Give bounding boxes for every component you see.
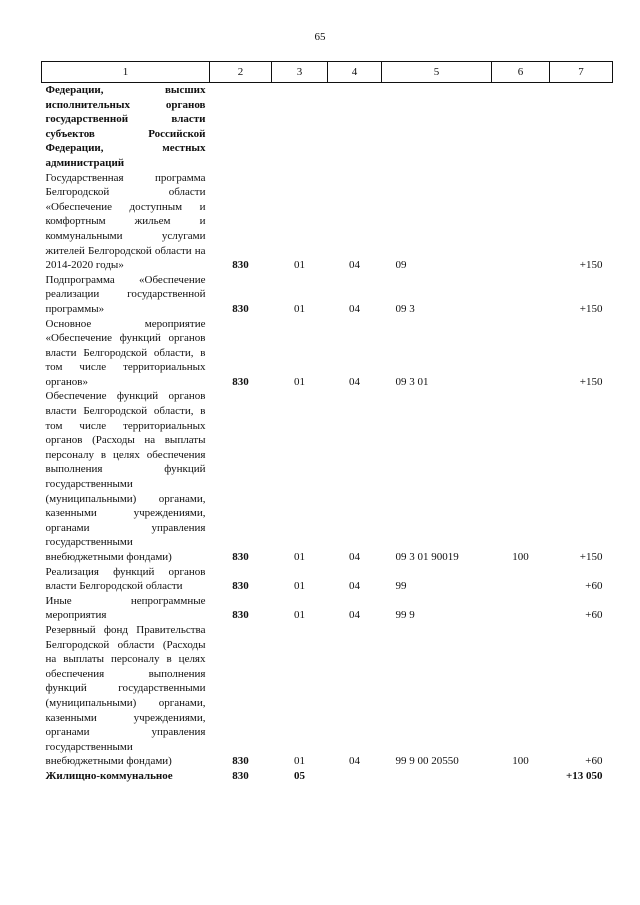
row-admin-code: 830 <box>232 302 249 315</box>
row-amount: +150 <box>579 259 603 272</box>
row-target-article: 09 3 <box>395 302 415 315</box>
row-section-code: 01 <box>294 755 305 768</box>
column-header-5: 5 <box>382 62 492 83</box>
row-subsection-code: 04 <box>349 551 360 563</box>
table-row <box>42 171 613 273</box>
column-header-2: 2 <box>210 62 272 83</box>
row-section-code: 01 <box>294 302 305 315</box>
row-admin-code <box>210 83 272 171</box>
row-subsection-code: 04 <box>349 259 360 272</box>
row-expense-type <box>492 171 550 273</box>
row-target-article <box>382 83 492 171</box>
row-expense-type: 100 <box>512 755 529 768</box>
row-expense-type <box>492 83 550 171</box>
row-section-code: 05 <box>294 769 305 782</box>
column-header-3: 3 <box>272 62 328 83</box>
table-row <box>42 389 613 564</box>
table-body <box>42 83 613 784</box>
row-target-article <box>382 769 492 784</box>
column-header-4: 4 <box>328 62 382 83</box>
page-number: 65 <box>314 31 326 43</box>
row-subsection-code <box>328 83 382 171</box>
row-amount: +60 <box>585 755 603 768</box>
row-amount: +60 <box>585 609 603 622</box>
column-header-7: 7 <box>550 62 613 83</box>
row-expense-type <box>492 769 550 784</box>
row-admin-code: 830 <box>232 259 249 272</box>
row-name: Федерации, высших исполнительных органов государственной власти субъектов Российской Федерации, местных администраций <box>45 84 206 169</box>
row-section-code <box>272 83 328 171</box>
row-name: Жилищно-коммунальное <box>45 769 173 782</box>
row-expense-type <box>492 565 550 594</box>
header-row <box>42 62 613 83</box>
row-target-article: 09 3 01 <box>395 375 429 388</box>
row-section-code: 01 <box>294 375 305 388</box>
row-admin-code: 830 <box>232 580 249 593</box>
row-amount: +150 <box>579 551 603 563</box>
row-name: Основное мероприятие «Обеспечение функций органов власти Белгородской области, в том числе территориальных органов» <box>45 317 206 388</box>
row-name: Государственная программа Белгородской области «Обеспечение доступным и комфортным жильем и коммунальными услугами жителей Белгородской области на 2014-2020 годы» <box>45 171 206 272</box>
table-row <box>42 317 613 390</box>
column-header-6: 6 <box>492 62 550 83</box>
table-row <box>42 565 613 594</box>
table-row <box>42 273 613 317</box>
row-admin-code: 830 <box>232 755 249 768</box>
row-amount <box>550 83 613 171</box>
row-section-code: 01 <box>294 259 305 272</box>
row-subsection-code: 04 <box>349 375 360 388</box>
row-amount: +13 050 <box>565 769 603 782</box>
budget-table <box>41 61 613 784</box>
row-subsection-code: 04 <box>349 302 360 315</box>
row-name: Реализация функций органов власти Белгородской области <box>45 565 206 593</box>
row-target-article: 99 9 <box>395 609 415 622</box>
row-name: Обеспечение функций органов власти Белгородской области, в том числе территориальных органов (Расходы на выплаты персоналу в целях обеспечения выполнения функций государственными (муниципальными) органами, казенными учреждениями, органами управления государственными внебюджетными фондами) <box>45 390 206 563</box>
row-admin-code: 830 <box>232 609 249 622</box>
row-admin-code: 830 <box>232 551 249 563</box>
row-target-article: 99 9 00 20550 <box>395 755 459 768</box>
row-admin-code: 830 <box>232 769 249 782</box>
row-amount: +60 <box>585 580 603 593</box>
table-row <box>42 594 613 623</box>
row-section-code: 01 <box>294 609 305 622</box>
table-row <box>42 769 613 784</box>
row-target-article: 09 <box>395 259 407 272</box>
row-name: Иные непрограммные мероприятия <box>45 594 206 622</box>
row-amount: +150 <box>579 375 603 388</box>
row-expense-type <box>492 317 550 390</box>
table-row <box>42 623 613 769</box>
row-subsection-code: 04 <box>349 609 360 622</box>
row-expense-type <box>492 273 550 317</box>
row-section-code: 01 <box>294 580 305 593</box>
row-subsection-code <box>328 769 382 784</box>
row-expense-type: 100 <box>512 551 529 563</box>
row-admin-code: 830 <box>232 375 249 388</box>
row-subsection-code: 04 <box>349 755 360 768</box>
row-expense-type <box>492 594 550 623</box>
table-row <box>42 83 613 171</box>
column-header-1: 1 <box>42 62 210 83</box>
row-name: Резервный фонд Правительства Белгородской области (Расходы на выплаты персоналу в целях обеспечения выполнения функций государственными (муниципальными) органами, казенными учреждениями, органами управления государственными внебюджетными фондами) <box>45 623 206 768</box>
row-name: Подпрограмма «Обеспечение реализации государственной программы» <box>45 273 206 315</box>
row-target-article: 09 3 01 90019 <box>395 551 459 563</box>
row-section-code: 01 <box>294 551 305 563</box>
row-subsection-code: 04 <box>349 580 360 593</box>
row-amount: +150 <box>579 302 603 315</box>
row-target-article: 99 <box>395 580 407 593</box>
